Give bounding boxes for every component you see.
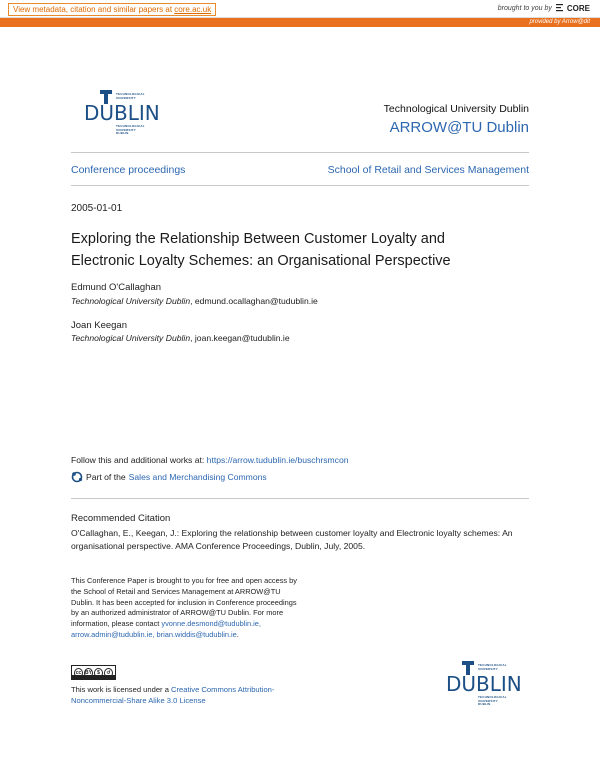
divider-citation bbox=[71, 498, 529, 499]
nc-icon: $ bbox=[94, 668, 103, 678]
divider-breadcrumb bbox=[71, 185, 529, 186]
author-name: Edmund O'Callaghan bbox=[71, 282, 162, 293]
network-icon bbox=[71, 471, 83, 483]
follow-link[interactable]: https://arrow.tudublin.ie/buschrsmcon bbox=[206, 455, 349, 465]
follow-line bbox=[71, 455, 349, 465]
core-logo-text: CORE bbox=[566, 3, 590, 13]
core-banner bbox=[0, 0, 600, 27]
by-icon: BY bbox=[85, 669, 92, 676]
logo-wordmark: DUBLIN bbox=[84, 101, 160, 125]
affiliation-institution: Technological University Dublin bbox=[71, 333, 191, 343]
logo-small-text-bottom: TECHNOLOGICAL UNIVERSITY DUBLIN bbox=[116, 124, 145, 135]
logo-small-text: TECHNOLOGICAL UNIVERSITY bbox=[478, 663, 507, 671]
tu-dublin-logo bbox=[84, 90, 164, 136]
author-name: Joan Keegan bbox=[71, 320, 127, 331]
open-access-text: This Conference Paper is brought to you for free and open access by the School of Retail and Services Management at ARROW@TU Dublin. It has been accepted for inclusion in Conference proceedings by an authorized administrator of ARROW@TU Dublin. For more information, please contact bbox=[71, 576, 297, 629]
part-of-link[interactable]: Sales and Merchandising Commons bbox=[128, 472, 267, 482]
author-affiliation bbox=[71, 333, 290, 343]
core-view-metadata[interactable] bbox=[8, 3, 216, 16]
logo-wordmark: DUBLIN bbox=[446, 672, 522, 696]
core-orange-strip bbox=[0, 18, 600, 27]
author-affiliation bbox=[71, 296, 318, 306]
core-brought-text: brought to you by bbox=[497, 4, 552, 12]
cc-license-badge[interactable] bbox=[71, 665, 116, 680]
license-link[interactable]: Creative Commons Attribution-Noncommercial-Share Alike 3.0 License bbox=[71, 685, 275, 705]
breadcrumb-conference[interactable]: Conference proceedings bbox=[71, 164, 186, 176]
repository-name[interactable]: ARROW@TU Dublin bbox=[389, 119, 529, 136]
contact-emails[interactable]: yvonne.desmond@tudublin.ie, arrow.admin@tudublin.ie, brian.widdis@tudublin.ie bbox=[71, 619, 261, 639]
core-logo-icon bbox=[555, 3, 564, 13]
license-notice bbox=[71, 684, 301, 706]
divider-top bbox=[71, 152, 529, 153]
open-access-notice bbox=[71, 576, 301, 641]
author-email: , edmund.ocallaghan@tudublin.ie bbox=[190, 296, 318, 306]
follow-text: Follow this and additional works at: bbox=[71, 455, 207, 465]
citation-text: O'Callaghan, E., Keegan, J.: Exploring the relationship between customer loyalty and Electronic loyalty schemes: An organisational perspective. AMA Conference Proceedings, Dublin, July, 2005. bbox=[71, 528, 513, 551]
part-of-text: Part of the bbox=[86, 472, 126, 482]
open-access-end: . bbox=[236, 629, 239, 639]
logo-small-text: TECHNOLOGICAL UNIVERSITY bbox=[116, 92, 145, 100]
paper-title: Exploring the Relationship Between Customer Loyalty and Electronic Loyalty Schemes: an Organisational Perspective bbox=[71, 231, 451, 269]
license-text: This work is licensed under a bbox=[71, 685, 172, 694]
core-link[interactable]: core.ac.uk bbox=[174, 5, 212, 14]
institution-name: Technological University Dublin bbox=[383, 103, 529, 115]
sa-icon: ↺ bbox=[104, 668, 113, 678]
logo-small-text-bottom: TECHNOLOGICAL UNIVERSITY DUBLIN bbox=[478, 695, 507, 706]
paper-date: 2005-01-01 bbox=[71, 203, 123, 214]
recommended-citation-heading: Recommended Citation bbox=[71, 513, 171, 524]
author-email: , joan.keegan@tudublin.ie bbox=[190, 333, 290, 343]
cc-badge-strip bbox=[72, 675, 115, 679]
core-provided: provided by Arrow@dit bbox=[529, 19, 590, 25]
core-view-text: View metadata, citation and similar papers at bbox=[13, 5, 175, 14]
tu-dublin-logo-bottom bbox=[446, 661, 526, 707]
part-of-line bbox=[71, 471, 267, 483]
affiliation-institution: Technological University Dublin bbox=[71, 296, 191, 306]
cc-icon: cc bbox=[75, 669, 82, 676]
breadcrumb-school[interactable]: School of Retail and Services Management bbox=[327, 164, 529, 176]
core-brought[interactable] bbox=[498, 3, 590, 13]
